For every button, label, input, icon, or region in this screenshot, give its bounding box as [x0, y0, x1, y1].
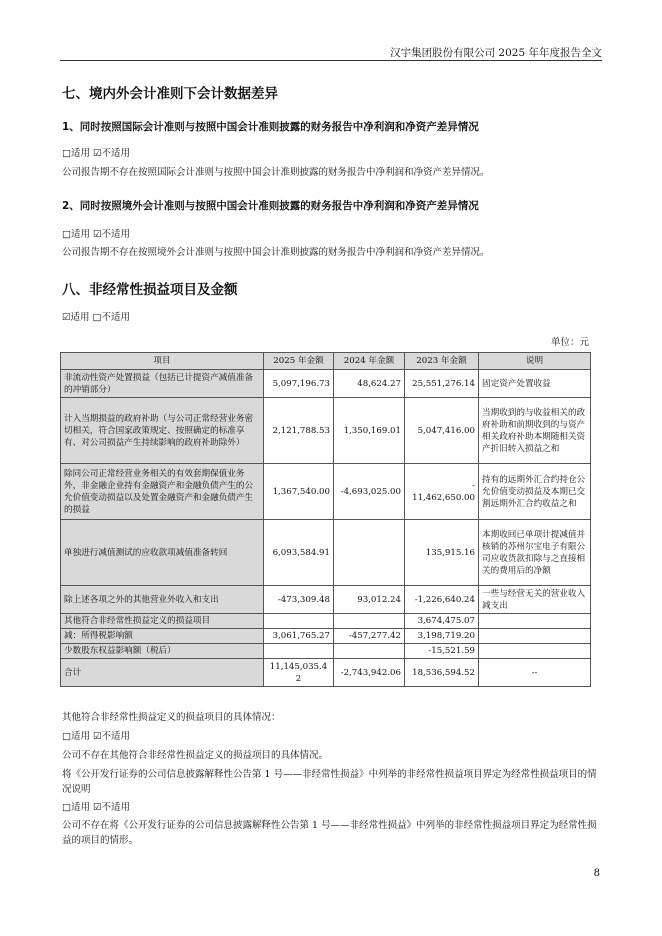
row-2024: [334, 614, 405, 629]
after-p3: 将《公开发行证券的公司信息披露解释性公告第 1 号——非经常性损益》中列举的非经常性损益项目界定为经常性损益项目的情况说明: [62, 769, 597, 795]
row-note: [479, 644, 591, 659]
row-2025: -473,309.48: [264, 586, 334, 614]
row-2025: [264, 644, 334, 659]
section7-sub1-title: 1、同时按照国际会计准则与按照中国会计准则披露的财务报告中净利润和净资产差异情况: [62, 121, 479, 133]
col-header-2024: 2024 年金额: [334, 353, 405, 370]
row-2023: 3,674,475.07: [405, 614, 479, 629]
after-p2: 公司不存在其他符合非经常性损益定义的损益项目的具体情况。: [62, 750, 329, 761]
row-item: 其他符合非经常性损益定义的损益项目: [61, 614, 264, 629]
section7-sub2-options: □适用 ☑不适用: [62, 229, 131, 240]
row-2023-line1: -: [472, 480, 475, 491]
row-2025-line2: 2: [295, 673, 302, 684]
row-2023: -15,521.59: [405, 644, 479, 659]
table-row: [61, 370, 591, 398]
row-2023: 5,047,416.00: [405, 398, 479, 464]
row-note: 一些与经营无关的营业收入减支出: [479, 586, 591, 614]
row-item: 减：所得税影响额: [61, 629, 264, 644]
row-2024: [334, 520, 405, 586]
row-note: [479, 614, 591, 629]
row-2023: 135,915.16: [405, 520, 479, 586]
row-note: 固定资产处置收益: [479, 370, 591, 398]
table-row: [61, 629, 591, 644]
section8-title: 八、非经常性损益项目及金额: [62, 282, 238, 298]
non-recurring-gains-table: [60, 352, 591, 687]
table-row: [61, 644, 591, 659]
page-number: 8: [593, 868, 600, 879]
row-2024: [334, 644, 405, 659]
row-item: 除同公司正常经营业务相关的有效套期保值业务外，非金融企业持有金融资产和金融负债产生的公允价值变动损益以及处置金融资产和金融负债产生的损益: [61, 464, 264, 520]
row-item: 非流动性资产处置损益（包括已计提资产减值准备的冲销部分）: [61, 370, 264, 398]
row-2024: 1,350,169.01: [334, 398, 405, 464]
header-divider: [60, 60, 602, 61]
row-2024: 93,012.24: [334, 586, 405, 614]
section7-sub1-options: □适用 ☑不适用: [62, 148, 131, 159]
row-2024: -457,277.42: [334, 629, 405, 644]
table-row-total: [61, 659, 591, 687]
section7-sub2-title: 2、同时按照境外会计准则与按照中国会计准则披露的财务报告中净利润和净资产差异情况: [62, 200, 479, 212]
col-header-note: 说明: [479, 353, 591, 370]
row-2024: -2,743,942.06: [334, 659, 405, 687]
row-note: 持有的远期外汇合约持仓公允价值变动损益及本期已交割远期外汇合约收益之和: [479, 464, 591, 520]
row-2025-line1: 11,145,035.4: [269, 661, 328, 672]
row-item: 除上述各项之外的其他营业外收入和支出: [61, 586, 264, 614]
table-row: [61, 614, 591, 629]
row-2023: 3,198,719.20: [405, 629, 479, 644]
section7-sub1-text: 公司报告期不存在按照国际会计准则与按照中国会计准则披露的财务报告中净利润和净资产差异情况。: [62, 167, 490, 178]
table-header-row: [61, 353, 591, 370]
unit-label: 单位：元: [550, 337, 589, 348]
row-2025: [264, 659, 334, 687]
row-2024: 48,624.27: [334, 370, 405, 398]
after-p3-options: □适用 ☑不适用: [62, 802, 131, 813]
row-note: --: [479, 659, 591, 687]
row-item: 单独进行减值测试的应收款项减值准备转回: [61, 520, 264, 586]
table-row: [61, 398, 591, 464]
col-header-2023: 2023 年金额: [405, 353, 479, 370]
section8-options: ☑适用 □不适用: [62, 312, 131, 323]
row-2025: 6,093,584.91: [264, 520, 334, 586]
table-row: [61, 464, 591, 520]
row-2025: [264, 614, 334, 629]
row-2023-line2: 11,462,650.00: [412, 492, 475, 503]
row-2023: 25,551,276.14: [405, 370, 479, 398]
row-2023: [405, 464, 479, 520]
row-note: [479, 629, 591, 644]
section7-sub2-text: 公司报告期不存在按照境外会计准则与按照中国会计准则披露的财务报告中净利润和净资产差异情况。: [62, 247, 490, 258]
table-row: [61, 586, 591, 614]
row-2025: 3,061,765.27: [264, 629, 334, 644]
row-item: 合计: [61, 659, 264, 687]
col-header-2025: 2025 年金额: [264, 353, 334, 370]
after-p1: 其他符合非经常性损益定义的损益项目的具体情况：: [62, 712, 281, 723]
row-2025: 5,097,196.73: [264, 370, 334, 398]
row-note: 当期收到的与收益相关的政府补助和前期收到的与资产相关政府补助本期随相关资产折旧转入损益之和: [479, 398, 591, 464]
row-2023: 18,536,594.52: [405, 659, 479, 687]
after-p1-options: □适用 ☑不适用: [62, 731, 131, 742]
page-header: 汉宇集团股份有限公司 2025 年年度报告全文: [390, 47, 602, 59]
col-header-item: 项目: [61, 353, 264, 370]
row-item: 少数股东权益影响额（税后）: [61, 644, 264, 659]
section7-title: 七、境内外会计准则下会计数据差异: [62, 86, 278, 102]
row-item: 计入当期损益的政府补助（与公司正常经营业务密切相关，符合国家政策规定、按照确定的标准享有、对公司损益产生持续影响的政府补助除外）: [61, 398, 264, 464]
row-2025: 2,121,788.53: [264, 398, 334, 464]
row-2023: -1,226,640.24: [405, 586, 479, 614]
row-2025: 1,367,540.00: [264, 464, 334, 520]
table-row: [61, 520, 591, 586]
row-2024: -4,693,025.00: [334, 464, 405, 520]
after-p4: 公司不存在将《公开发行证券的公司信息披露解释性公告第 1 号——非经常性损益》中列举的非经常性损益项目界定为经常性损益的项目的情形。: [62, 820, 597, 846]
row-note: 本期收回已单项计提减值并核销的苏州尔宝电子有限公司应收货款扣除与之直接相关的费用后的净额: [479, 520, 591, 586]
